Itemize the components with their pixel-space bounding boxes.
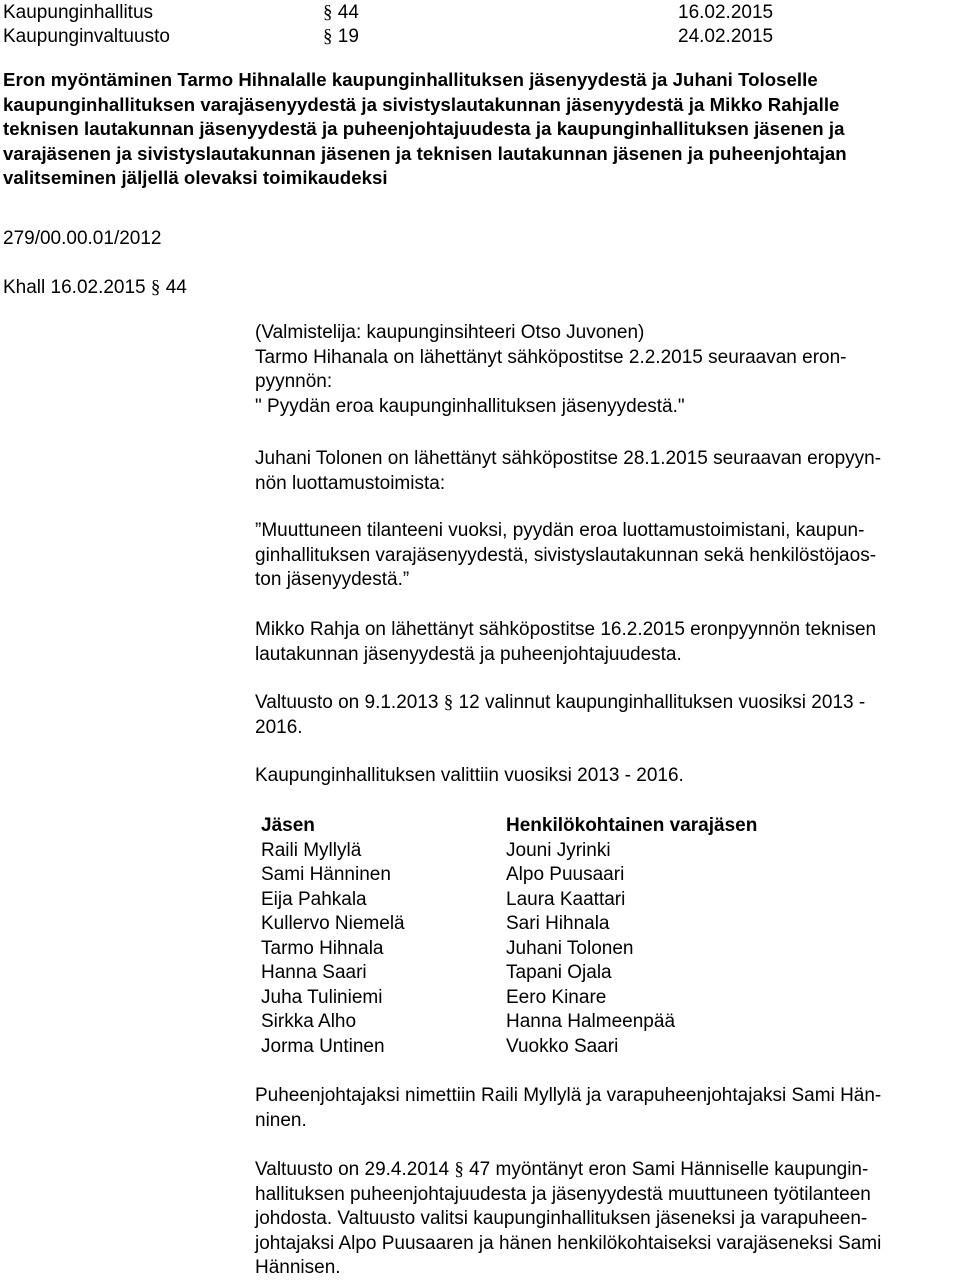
body-line: johtajaksi Alpo Puusaaren ja hänen henkilökohtaiseksi varajäseneksi Sami — [255, 1232, 882, 1254]
member-name: Jorma Untinen — [261, 1035, 385, 1057]
preparer-paragraph — [255, 321, 955, 419]
header-org: Kaupunginhallitus — [3, 2, 154, 23]
member-name: Sirkka Alho — [261, 1011, 357, 1032]
header-section: § 19 — [323, 26, 359, 47]
rahja-paragraph — [255, 618, 955, 667]
member-name: Tarmo Hihnala — [261, 937, 384, 959]
body-line: 2016. — [255, 716, 303, 738]
deputy-name: Jouni Jyrinki — [506, 839, 611, 861]
header-date: 16.02.2015 — [678, 2, 774, 23]
deputy-name: Vuokko Saari — [506, 1035, 619, 1057]
meeting-reference: Khall 16.02.2015 § 44 — [3, 277, 187, 298]
body-line: Valtuusto on 9.1.2013 § 12 valinnut kaupunginhallituksen vuosiksi 2013 - — [255, 692, 866, 713]
title-line: varajäsenen ja sivistyslautakunnan jäsenen ja teknisen lautakunnan jäsenen ja puheenjohtajan — [3, 142, 847, 164]
title-line: teknisen lautakunnan jäsenyydestä ja puheenjohtajuudesta ja kaupunginhallituksen jäsenen ja — [3, 118, 845, 139]
resignation-quote — [255, 519, 955, 593]
member-name: Juha Tuliniemi — [261, 986, 383, 1008]
body-line: (Valmistelija: kaupunginsihteeri Otso Juvonen) — [255, 322, 645, 343]
column-header-member: Jäsen — [261, 815, 315, 836]
member-name: Eija Pahkala — [261, 888, 367, 910]
body-line: Valtuusto on 29.4.2014 § 47 myöntänyt eron Sami Hänniselle kaupungin- — [255, 1159, 869, 1180]
body-line: pyynnön: — [255, 371, 333, 392]
body-line: nön luottamustoimista: — [255, 472, 446, 494]
member-name: Sami Hänninen — [261, 864, 391, 885]
deputies-column — [506, 814, 757, 1059]
header-row-board — [3, 1, 953, 25]
header-row-council — [3, 25, 953, 49]
member-name: Raili Myllylä — [261, 839, 362, 861]
record-number: 279/00.00.01/2012 — [3, 228, 162, 249]
title-line: Eron myöntäminen Tarmo Hihnalalle kaupunginhallituksen jäsenyydestä ja Juhani Toloselle — [3, 69, 818, 90]
deputy-name: Eero Kinare — [506, 986, 607, 1008]
body-line: johdosta. Valtuusto valitsi kaupunginhallituksen jäseneksi ja varapuheen- — [255, 1208, 868, 1229]
tolonen-paragraph — [255, 447, 955, 496]
title-line: kaupunginhallituksen varajäsenyydestä ja sivistyslautakunnan jäsenyydestä ja Mikko Rahjalle — [3, 93, 840, 115]
body-line: lautakunnan jäsenyydestä ja puheenjohtajuudesta. — [255, 643, 682, 665]
valtuusto-2014-paragraph — [255, 1158, 955, 1281]
body-line: ton jäsenyydestä.” — [255, 569, 410, 590]
body-line: Tarmo Hihanala on lähettänyt sähköpostitse 2.2.2015 seuraavan eron- — [255, 346, 847, 368]
body-line: Puheenjohtajaksi nimettiin Raili Myllylä ja varapuheenjohtajaksi Sami Hän- — [255, 1085, 882, 1106]
members-column — [261, 814, 405, 1059]
deputy-name: Hanna Halmeenpää — [506, 1011, 676, 1032]
deputy-name: Sari Hihnala — [506, 913, 610, 934]
body-line: ”Muuttuneen tilanteeni vuoksi, pyydän eroa luottamustoimistani, kaupun- — [255, 520, 865, 541]
elected-line: Kaupunginhallituksen valittiin vuosiksi 2013 - 2016. — [255, 765, 684, 786]
column-header-deputy: Henkilökohtainen varajäsen — [506, 815, 758, 836]
deputy-name: Juhani Tolonen — [506, 937, 634, 959]
body-line: ninen. — [255, 1109, 307, 1131]
member-name: Kullervo Niemelä — [261, 913, 405, 934]
member-name: Hanna Saari — [261, 962, 367, 983]
document-title — [3, 68, 955, 191]
deputy-name: Alpo Puusaari — [506, 864, 625, 885]
chair-paragraph — [255, 1084, 955, 1133]
body-line: Mikko Rahja on lähettänyt sähköpostitse 16.2.2015 eronpyynnön teknisen — [255, 619, 877, 640]
header-org: Kaupunginvaltuusto — [3, 26, 170, 47]
body-line: " Pyydän eroa kaupunginhallituksen jäsenyydestä." — [255, 395, 685, 417]
body-line: Juhani Tolonen on lähettänyt sähköpostitse 28.1.2015 seuraavan eropyyn- — [255, 448, 882, 469]
body-line: ginhallituksen varajäsenyydestä, sivistyslautakunnan sekä henkilöstöjaos- — [255, 544, 877, 566]
header-date: 24.02.2015 — [678, 26, 774, 47]
body-line: hallituksen puheenjohtajuudesta ja jäsenyydestä muuttuneen työtilanteen — [255, 1183, 871, 1205]
deputy-name: Tapani Ojala — [506, 962, 612, 983]
title-line: valitseminen jäljellä olevaksi toimikaudeksi — [3, 167, 388, 188]
deputy-name: Laura Kaattari — [506, 888, 626, 910]
header-section: § 44 — [323, 2, 359, 23]
body-line: Hännisen. — [255, 1257, 341, 1278]
valtuusto-2013-paragraph — [255, 691, 955, 740]
